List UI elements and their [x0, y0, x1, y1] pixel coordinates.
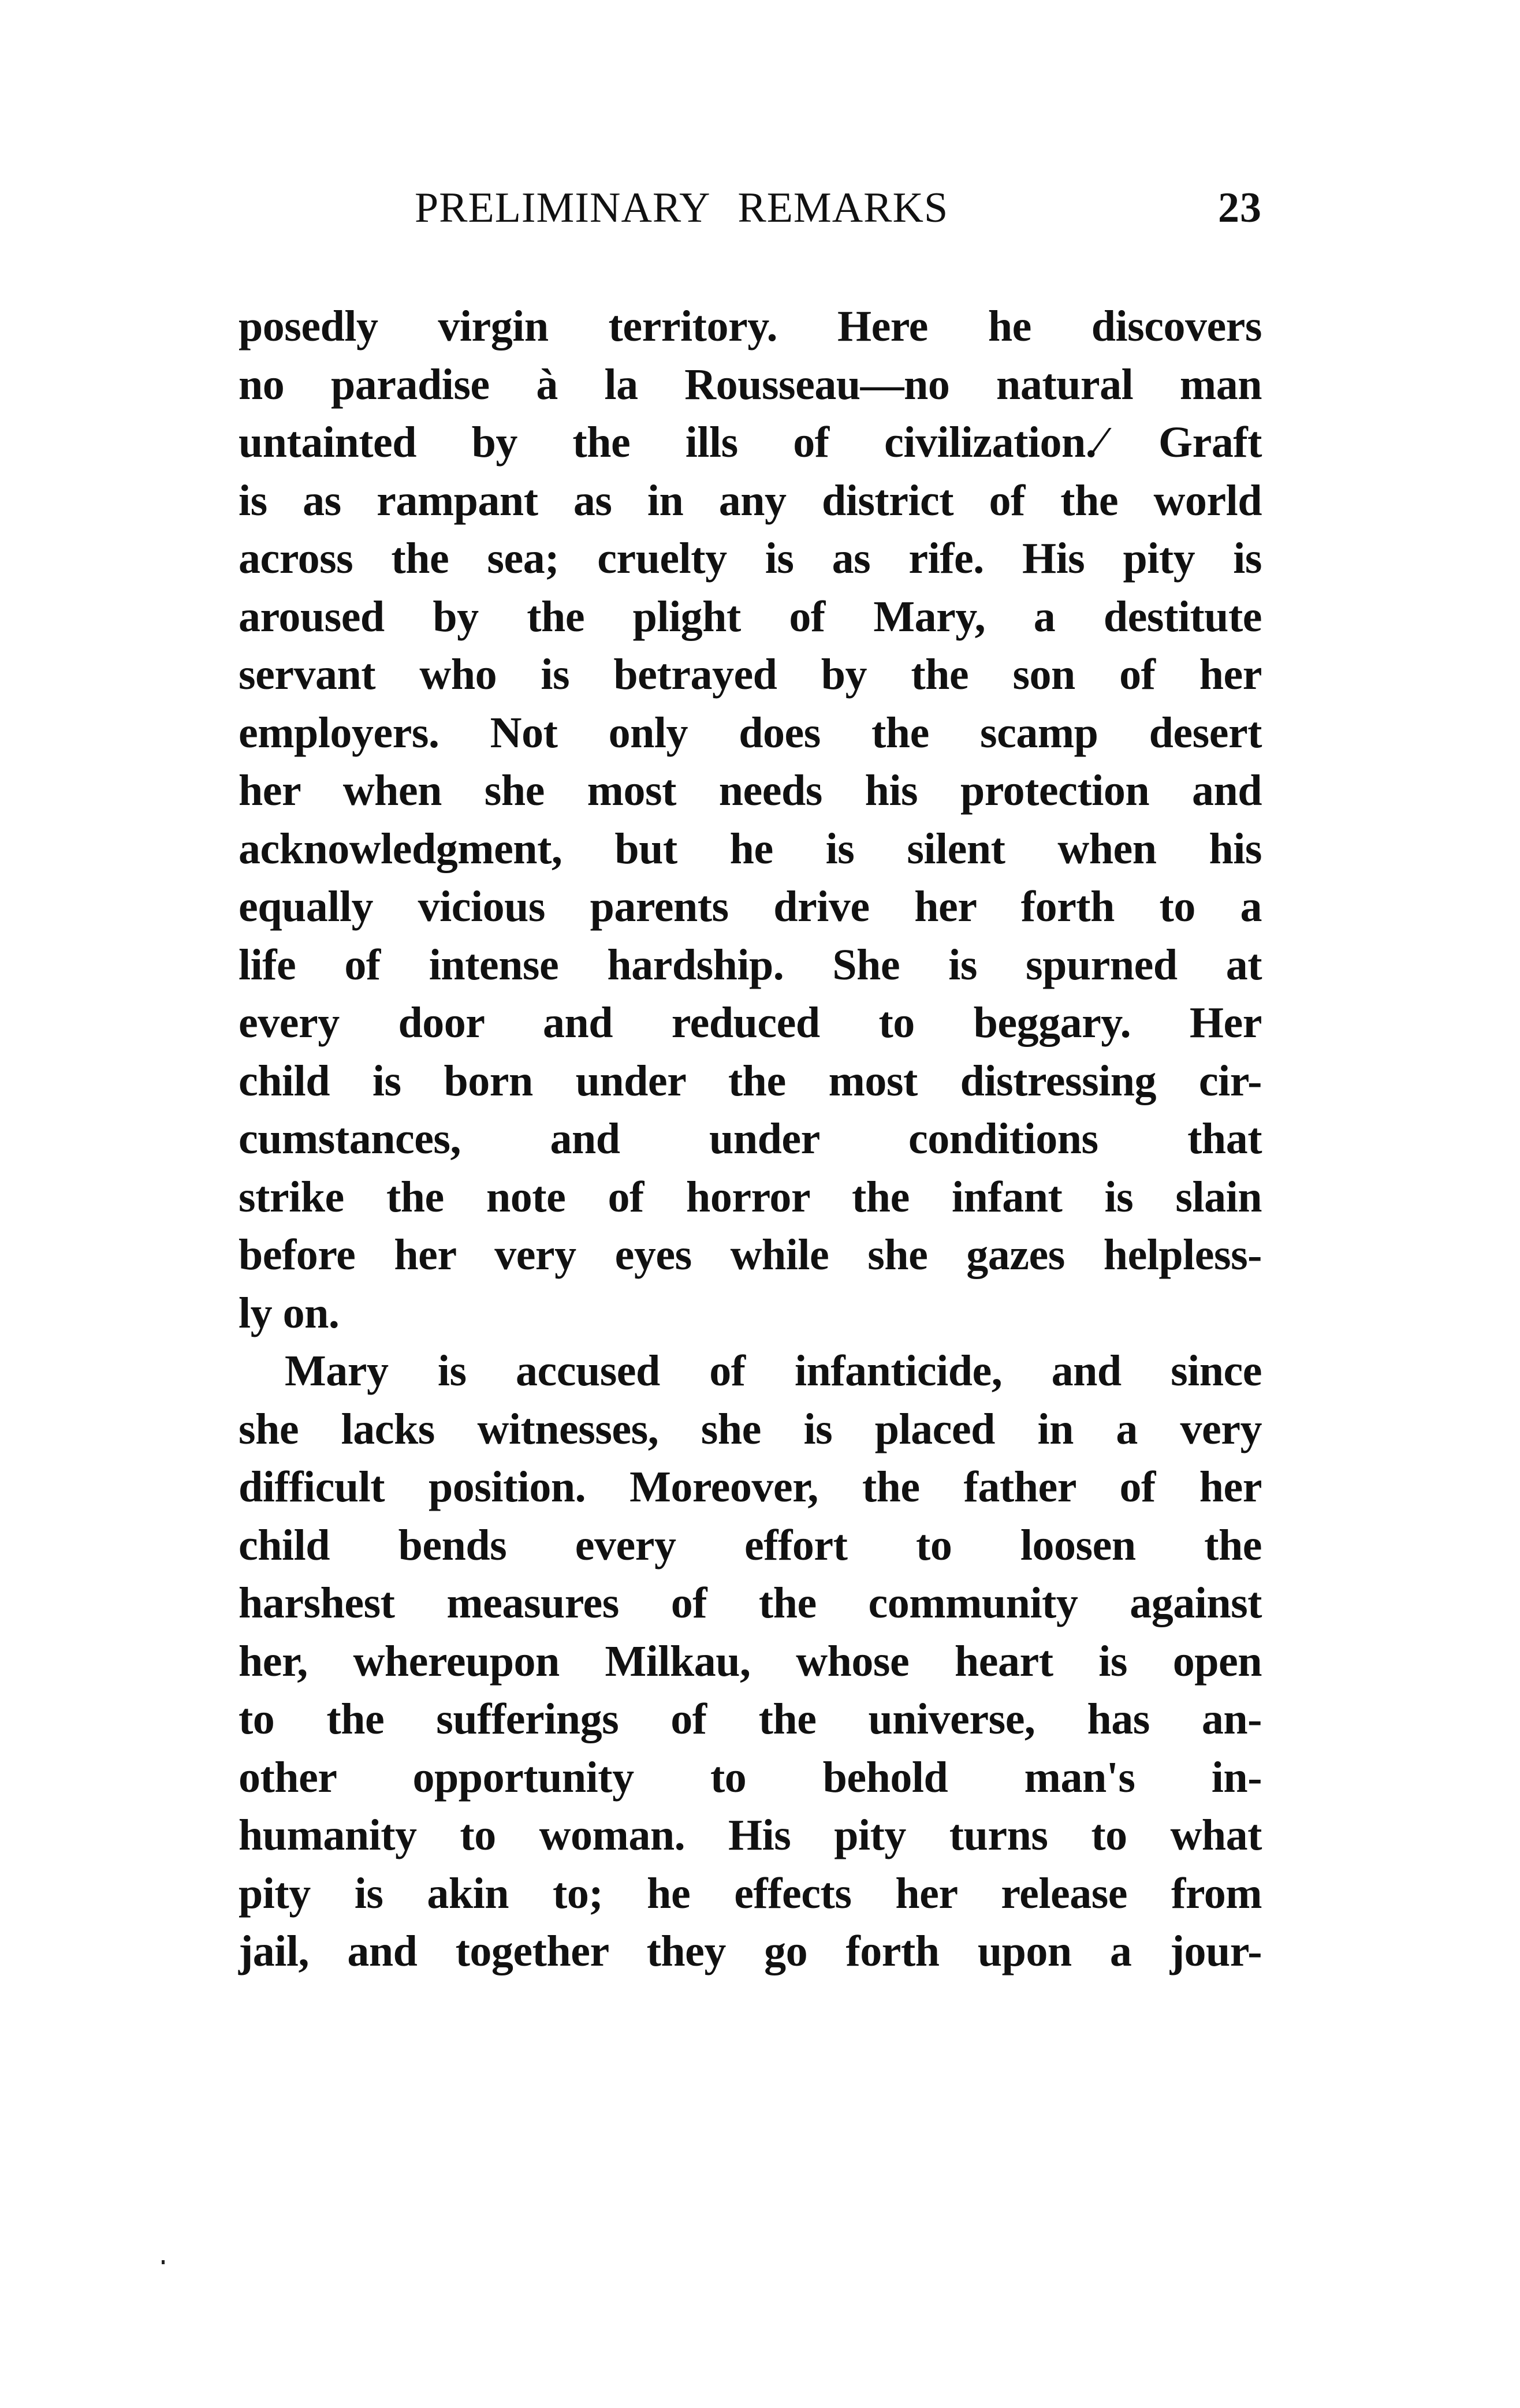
text-line: employers. Not only does the scamp desert [239, 708, 1262, 757]
text-line: her, whereupon Milkau, whose heart is open [239, 1637, 1262, 1686]
text-line: humanity to woman. His pity turns to what [239, 1811, 1262, 1859]
text-line: her when she most needs his protection and [239, 766, 1262, 815]
text-line: aroused by the plight of Mary, a destitute [239, 592, 1262, 641]
text-line: no paradise à la Rousseau—no natural man [239, 360, 1262, 409]
text-line: child bends every effort to loosen the [239, 1520, 1262, 1570]
running-title: PRELIMINARY REMARKS [415, 184, 949, 232]
text-line: cumstances, and under conditions that [239, 1114, 1262, 1163]
paragraph-end-line: ly on. [239, 1288, 340, 1337]
text-line: every door and reduced to beggary. Her [239, 998, 1262, 1047]
text-line: pity is akin to; he effects her release from [239, 1869, 1262, 1918]
text-line: difficult position. Moreover, the father of her [239, 1463, 1262, 1511]
text-line: before her very eyes while she gazes helpless- [239, 1231, 1262, 1279]
text-line: other opportunity to behold man's in- [239, 1753, 1262, 1802]
text-line: posedly virgin territory. Here he discovers [239, 302, 1262, 351]
text-line: untainted by the ills of civilization.⁄ Graft [239, 418, 1262, 467]
body-text [239, 297, 1262, 1981]
text-line: life of intense hardship. She is spurned at [239, 940, 1262, 989]
text-line: she lacks witnesses, she is placed in a very [239, 1404, 1262, 1453]
text-line: servant who is betrayed by the son of her [239, 650, 1262, 699]
text-line: is as rampant as in any district of the world [239, 476, 1262, 525]
text-line: child is born under the most distressing cir- [239, 1056, 1262, 1105]
ink-speck [162, 2260, 165, 2264]
text-line: harshest measures of the community against [239, 1579, 1262, 1627]
text-line: acknowledgment, but he is silent when his [239, 824, 1262, 873]
text-line: strike the note of horror the infant is slain [239, 1172, 1262, 1221]
text-line: to the sufferings of the universe, has an- [239, 1695, 1262, 1743]
page-number: 23 [1218, 184, 1262, 232]
text-line: jail, and together they go forth upon a jour- [239, 1927, 1262, 1975]
text-line: equally vicious parents drive her forth to a [239, 882, 1262, 931]
text-line: across the sea; cruelty is as rife. His pity is [239, 534, 1262, 583]
paragraph-start-line: Mary is accused of infanticide, and since [285, 1347, 1262, 1395]
running-header [239, 184, 1262, 236]
